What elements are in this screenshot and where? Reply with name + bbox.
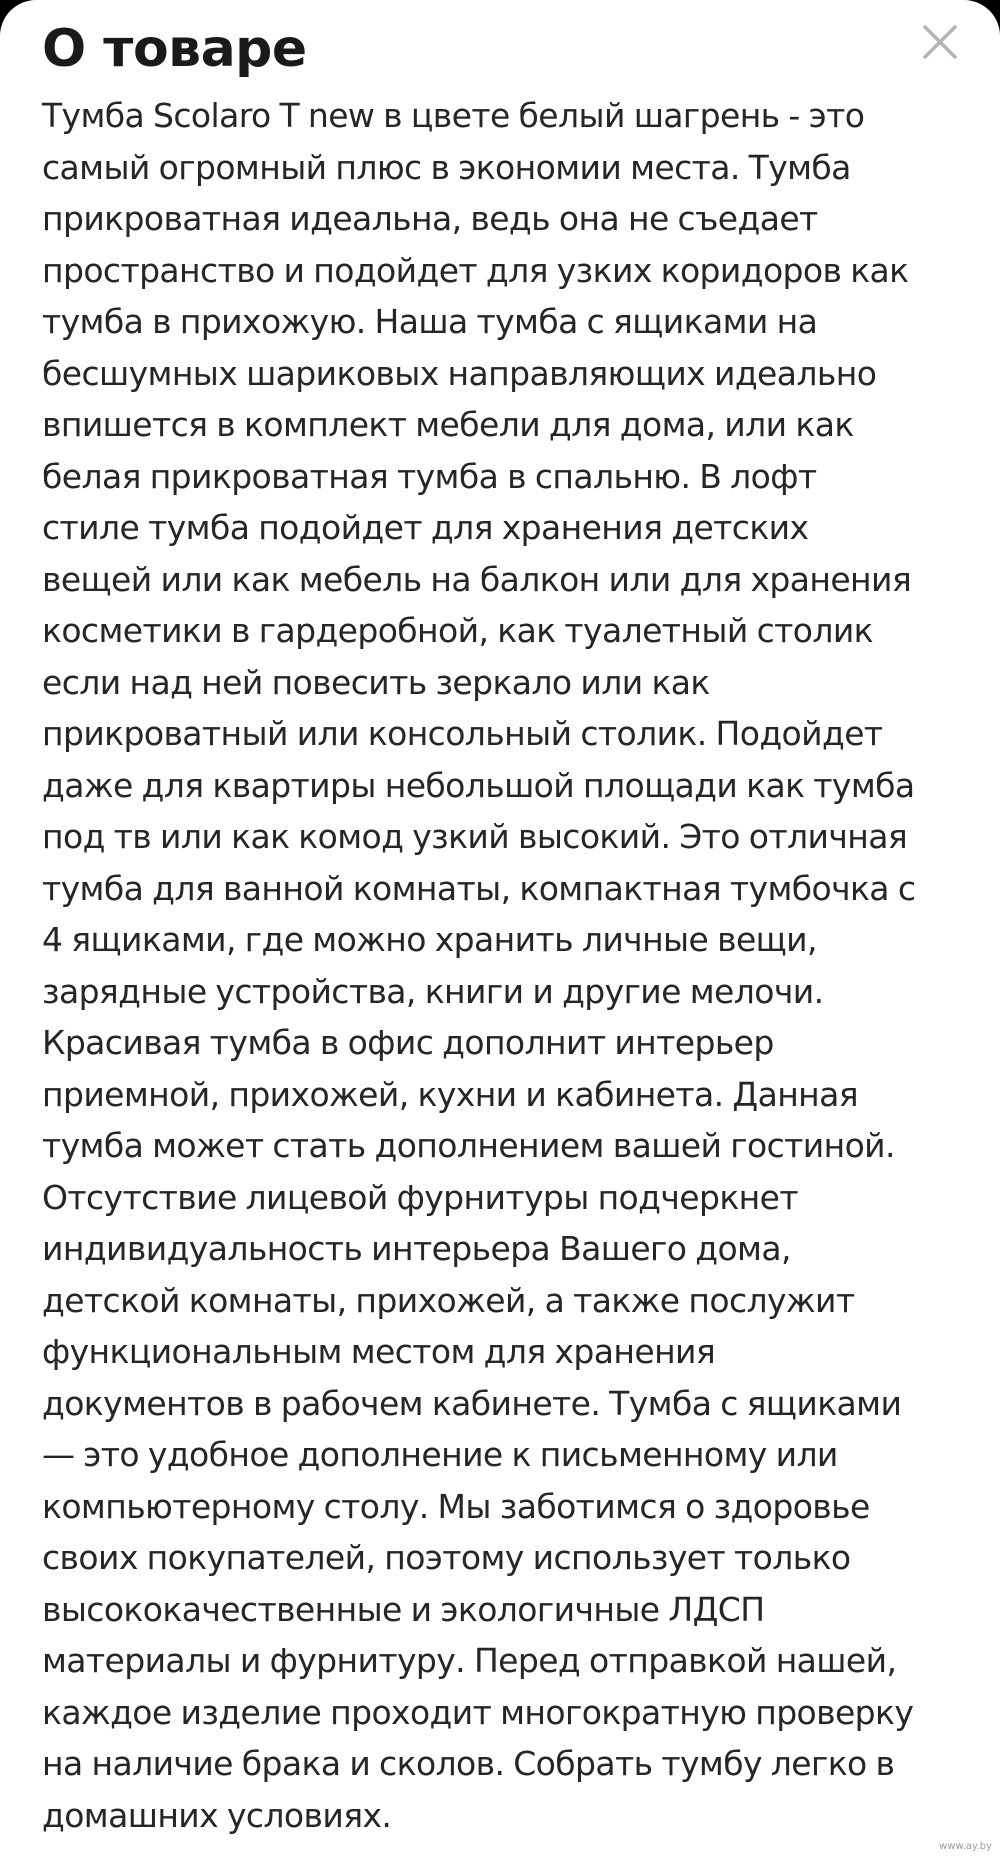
close-icon [916,18,964,66]
description-line: детской комнаты, прихожей, а также послужит [42,1280,855,1320]
description-line: каждое изделие проходит многократную проверку [42,1692,914,1732]
description-line: прикроватный или консольный столик. Подойдет [42,714,883,753]
description-line: — это удобное дополнение к письменному или [42,1435,838,1474]
description-line: высококачественные и экологичные ЛДСП [42,1589,765,1629]
description-line: 4 ящиками, где можно хранить личные вещи, [42,920,817,959]
description-line: тумба может стать дополнением вашей гостиной. [42,1126,895,1165]
description-line: домашних условиях. [42,1795,392,1835]
description-line: пространство и подойдет для узких коридоров как [42,250,909,290]
description-line: своих покупателей, поэтому использует только [42,1538,851,1577]
description-line: даже для квартиры небольшой площади как тумба [42,765,915,805]
description-line: бесшумных шариковых направляющих идеально [42,353,877,393]
description-line: Тумба Scolaro T new в цвете белый шагрень - это [42,96,865,135]
description-line: на наличие брака и сколов. Собрать тумбу легко в [42,1744,895,1783]
description-line: тумба в прихожую. Наша тумба с ящиками на [42,302,818,341]
description-line: стиле тумба подойдет для хранения детских [42,508,809,547]
description-line: компьютерному столу. Мы заботимся о здоровье [42,1486,870,1526]
description-line: Красивая тумба в офис дополнит интерьер [42,1023,774,1062]
description-line: вещей или как мебель на балкон или для хранения [42,559,912,599]
description-line: зарядные устройства, книги и другие мелочи. [42,971,824,1011]
description-line: если над ней повесить зеркало или как [42,662,710,702]
product-description [42,90,972,1841]
description-line: функциональным местом для хранения [42,1332,716,1371]
description-line: приемной, прихожей, кухни и кабинета. Данная [42,1074,859,1114]
description-line: самый огромный плюс в экономии места. Тумба [42,147,851,187]
page-title: О товаре [42,19,307,79]
description-line: белая прикроватная тумба в спальню. В лофт [42,456,817,496]
watermark: www.ay.by [939,1841,992,1852]
description-line: прикроватная идеальна, ведь она не съедает [42,199,818,238]
close-button[interactable] [916,18,964,66]
description-line: впишется в комплект мебели для дома, или как [42,405,854,444]
description-line: под тв или как комод узкий высокий. Это отличная [42,817,908,856]
description-line: тумба для ванной комнаты, компактная тумбочка с [42,868,916,908]
description-line: материалы и фурнитуру. Перед отправкой нашей, [42,1641,897,1680]
description-line: Отсутствие лицевой фурнитуры подчеркнет [42,1177,798,1217]
description-line: документов в рабочем кабинете. Тумба с ящиками [42,1383,902,1423]
description-line: косметики в гардеробной, как туалетный столик [42,611,874,650]
description-line: индивидуальность интерьера Вашего дома, [42,1229,791,1268]
